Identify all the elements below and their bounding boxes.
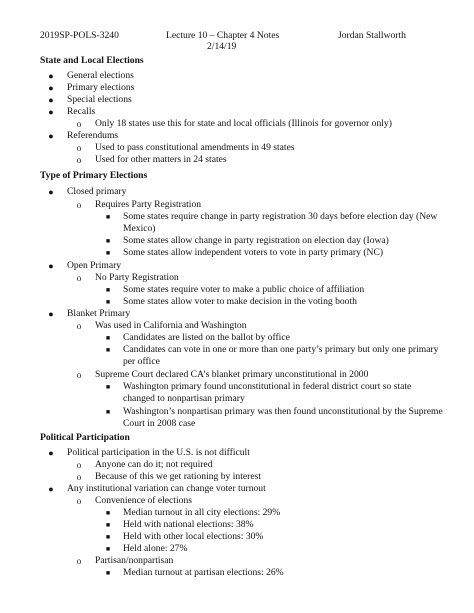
bullet-icon: o [76,273,82,283]
bullet-icon: ■ [105,533,111,541]
author-name: Jordan Stallworth [338,30,406,41]
bullet-icon: ● [48,131,54,141]
list-item: General elections [67,70,134,81]
list-item: Primary elections [67,82,135,93]
bullet-icon: o [76,472,82,482]
bullet-icon: ● [48,309,54,319]
list-item: Convenience of elections [95,495,192,506]
list-item: Median turnout in all city elections: 29% [123,507,281,518]
lecture-date: 2/14/19 [207,41,237,52]
section-heading: Type of Primary Elections [40,170,148,181]
bullet-icon: ● [48,484,54,494]
bullet-icon: ■ [105,545,111,553]
list-item: Requires Party Registration [95,199,202,210]
bullet-icon: ● [48,71,54,81]
list-item: Held alone: 27% [123,543,188,554]
list-item: Was used in California and Washington [95,320,247,331]
list-item: Any institutional variation can change voter turnout [67,483,266,494]
list-item: Supreme Court declared CA’s blanket primary unconstitutional in 2000 [95,369,369,380]
list-item: Because of this we get rationing by interest [95,471,261,482]
section-heading: Political Participation [40,432,130,443]
bullet-icon: ■ [105,286,111,294]
bullet-icon: o [76,155,82,165]
bullet-icon: ● [48,83,54,93]
bullet-icon: o [76,460,82,470]
bullet-icon: o [76,321,82,331]
list-item: Blanket Primary [67,308,131,319]
section-heading: State and Local Elections [40,55,144,66]
list-item: Open Primary [67,260,122,271]
bullet-icon: o [76,200,82,210]
list-item: Candidates can vote in one or more than one party’s primary but only one primary per office [123,344,439,367]
list-item: Washington’s nonpartisan primary was then found unconstitutional by the Supreme Court in 2008 case [123,406,443,429]
list-item: Only 18 states use this for state and local officials (Illinois for governor only) [95,118,392,129]
bullet-icon: ● [48,261,54,271]
bullet-icon: o [76,119,82,129]
list-item: Some states allow change in party registration on election day (Iowa) [123,235,389,246]
bullet-icon: ■ [105,383,111,391]
list-item: Used for other matters in 24 states [95,154,227,165]
bullet-icon: ● [48,187,54,197]
bullet-icon: ■ [105,408,111,416]
bullet-icon: ■ [105,334,111,342]
course-code: 2019SP-POLS-3240 [40,30,119,41]
bullet-icon: ■ [105,569,111,577]
bullet-icon: o [76,143,82,153]
list-item: Partisan/nonpartisan [95,555,174,566]
bullet-icon: ● [48,95,54,105]
list-item: Some states allow voter to make decision in the voting booth [123,296,357,307]
bullet-icon: ■ [105,213,111,221]
bullet-icon: ■ [105,237,111,245]
bullet-icon: ■ [105,509,111,517]
bullet-icon: ■ [105,249,111,257]
list-item: Closed primary [67,186,127,197]
list-item: Referendums [67,130,119,141]
list-item: Held with other local elections: 30% [123,531,264,542]
bullet-icon: o [76,556,82,566]
list-item: Some states require voter to make a public choice of affiliation [123,284,365,295]
list-item: Some states require change in party registration 30 days before election day (New Mexico) [123,211,438,234]
bullet-icon: ■ [105,521,111,529]
list-item: Used to pass constitutional amendments in 49 states [95,142,295,153]
list-item: Special elections [67,94,132,105]
list-item: Median turnout at partisan elections: 26% [123,567,284,578]
list-item: Some states allow independent voters to vote in party primary (NC) [123,247,384,258]
list-item: No Party Registration [95,272,179,283]
bullet-icon: o [76,496,82,506]
list-item: Political participation in the U.S. is not difficult [67,447,250,458]
bullet-icon: ■ [105,298,111,306]
list-item: Washington primary found unconstitutional in federal district court so state changed to nonpartisan primary [123,381,412,404]
bullet-icon: o [76,370,82,380]
list-item: Held with national elections: 38% [123,519,254,530]
list-item: Recalls [67,106,96,117]
bullet-icon: ● [48,448,54,458]
lecture-title: Lecture 10 – Chapter 4 Notes [166,30,280,41]
list-item: Anyone can do it; not required [95,459,213,470]
bullet-icon: ■ [105,346,111,354]
bullet-icon: ● [48,107,54,117]
list-item: Candidates are listed on the ballot by office [123,332,290,343]
